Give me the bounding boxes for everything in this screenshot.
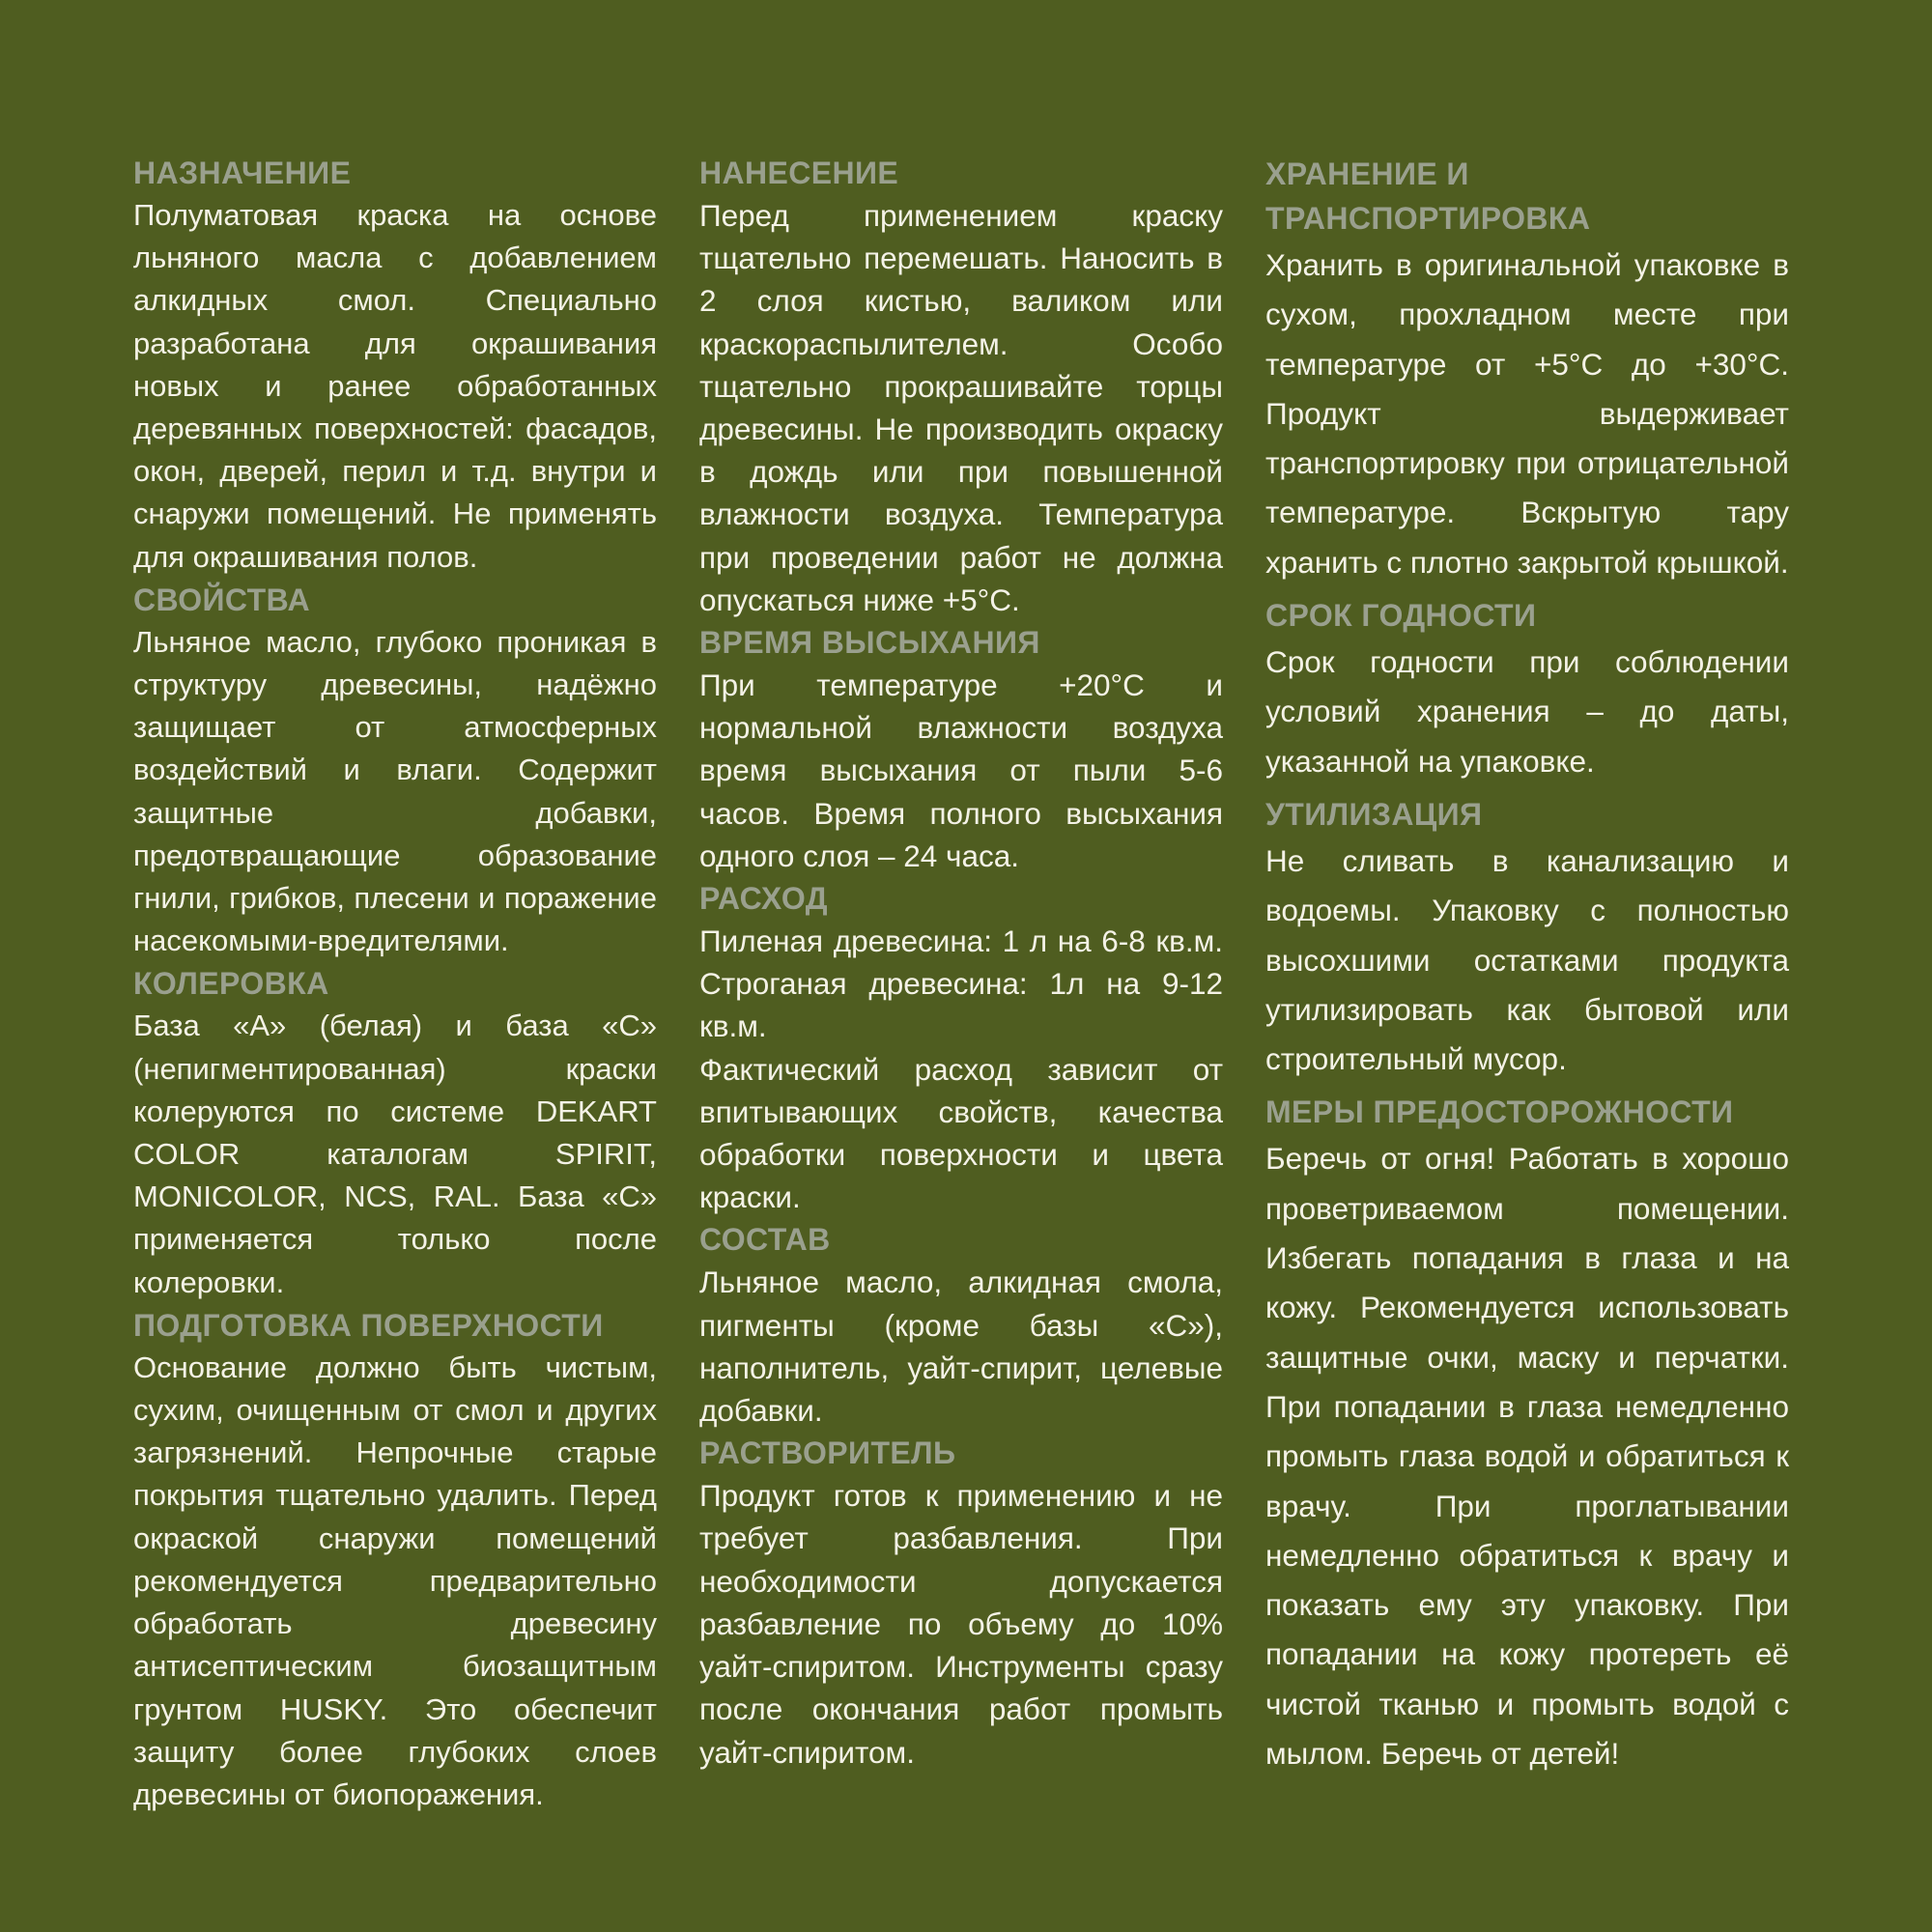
section-text: Полуматовая краска на основе льняного масла с добавлением алкидных смол. Специально разработана для окрашивания новых и ранее обработанных деревянных поверхностей: фасадов, окон, дверей, перил и т.д. внутри и снаружи помещений. Не применять для окрашивания полов.: [133, 198, 657, 574]
section-purpose: [133, 152, 657, 579]
section-composition: [699, 1218, 1223, 1432]
section-solvent: [699, 1432, 1223, 1773]
section-text: Беречь от огня! Работать в хорошо проветриваемом помещении. Избегать попадания в глаза и на кожу. Рекомендуется использовать защитные очки, маску и перчатки. При попадании в глаза немедленно промыть глаза водой и обратиться к врачу. При проглатывании немедленно обратиться к врачу и показать ему эту упаковку. При попадании на кожу протереть её чистой тканью и промыть водой с мылом. Беречь от детей!: [1265, 1141, 1789, 1772]
section-precautions: [1265, 1090, 1789, 1778]
section-heading: РАСТВОРИТЕЛЬ: [699, 1435, 956, 1471]
section-heading: ПОДГОТОВКА ПОВЕРХНОСТИ: [133, 1307, 604, 1343]
section-heading: МЕРЫ ПРЕДОСТОРОЖНОСТИ: [1265, 1094, 1734, 1130]
column-middle: [699, 152, 1223, 1774]
section-storage: [1265, 152, 1789, 587]
section-heading: ХРАНЕНИЕ И ТРАНСПОРТИРОВКА: [1265, 156, 1591, 236]
section-heading: ВРЕМЯ ВЫСЫХАНИЯ: [699, 625, 1040, 661]
section-text: Хранить в оригинальной упаковке в сухом, прохладном месте при температуре от +5°С до +30°С. Продукт выдерживает транспортировку при отрицательной температуре. Вскрытую тару хранить с плотно закрытой крышкой.: [1265, 247, 1789, 580]
section-disposal: [1265, 792, 1789, 1084]
section-application: [699, 152, 1223, 621]
section-heading: КОЛЕРОВКА: [133, 966, 329, 1002]
section-surface-preparation: [133, 1304, 657, 1816]
section-heading: СВОЙСТВА: [133, 582, 310, 617]
section-text-note: Фактический расход зависит от впитывающих свойств, качества обработки поверхности и цвета краски.: [699, 1051, 1223, 1215]
section-heading: СОСТАВ: [699, 1222, 831, 1258]
section-text: Льняное масло, глубоко проникая в структуру древесины, надёжно защищает от атмосферных воздействий и влаги. Содержит защитные добавки, предотвращающие образование гнили, грибков, плесени и поражение насекомыми-вредителями.: [133, 624, 657, 958]
section-text: Срок годности при соблюдении условий хранения – до даты, указанной на упаковке.: [1265, 644, 1789, 779]
section-heading: СРОК ГОДНОСТИ: [1265, 598, 1537, 634]
section-text: Перед применением краску тщательно перемешать. Наносить в 2 слоя кистью, валиком или краскораспылителем. Особо тщательно прокрашивайте торцы древесины. Не производить окраску в дождь или при повышенной влажности воздуха. Температура при проведении работ не должна опускаться ниже +5°С.: [699, 198, 1223, 617]
section-heading: РАСХОД: [699, 881, 828, 917]
section-text: Продукт готов к применению и не требует разбавления. При необходимости допускается разбавление по объему до 10% уайт-спиритом. Инструменты сразу после окончания работ промыть уайт-спиритом.: [699, 1478, 1223, 1770]
section-consumption: [699, 877, 1223, 1218]
column-right: [1265, 152, 1789, 1778]
section-text: При температуре +20°С и нормальной влажности воздуха время высыхания от пыли 5-6 часов. Время полного высыхания одного слоя – 24 часа.: [699, 668, 1223, 873]
section-properties: [133, 579, 657, 963]
section-drying-time: [699, 621, 1223, 877]
section-shelf-life: [1265, 593, 1789, 786]
section-tinting: [133, 962, 657, 1303]
section-heading: НАНЕСЕНИЕ: [699, 156, 899, 190]
section-text: Не сливать в канализацию и водоемы. Упаковку с полностью высохшими остатками продукта утилизировать как бытовой или строительный мусор.: [1265, 842, 1789, 1077]
section-text: Пиленая древесина: 1 л на 6-8 кв.м. Строганая древесина: 1л на 9-12 кв.м.: [699, 923, 1223, 1044]
column-left: [133, 152, 657, 1816]
section-heading: УТИЛИЗАЦИЯ: [1265, 796, 1483, 832]
section-heading: НАЗНАЧЕНИЕ: [133, 156, 352, 190]
section-text: Льняное масло, алкидная смола, пигменты (кроме базы «С»), наполнитель, уайт-спирит, целевые добавки.: [699, 1264, 1223, 1429]
section-text: Основание должно быть чистым, сухим, очищенным от смол и других загрязнений. Непрочные старые покрытия тщательно удалить. Перед окраской снаружи помещений рекомендуется предварительно обработать древесину антисептическим биозащитным грунтом HUSKY. Это обеспечит защиту более глубоких слоев древесины от биопоражения.: [133, 1350, 657, 1811]
section-text: База «А» (белая) и база «С» (непигментированная) краски колеруются по системе DEKART COLOR каталогам SPIRIT, MONICOLOR, NCS, RAL. База «С» применяется только после колеровки.: [133, 1009, 657, 1299]
